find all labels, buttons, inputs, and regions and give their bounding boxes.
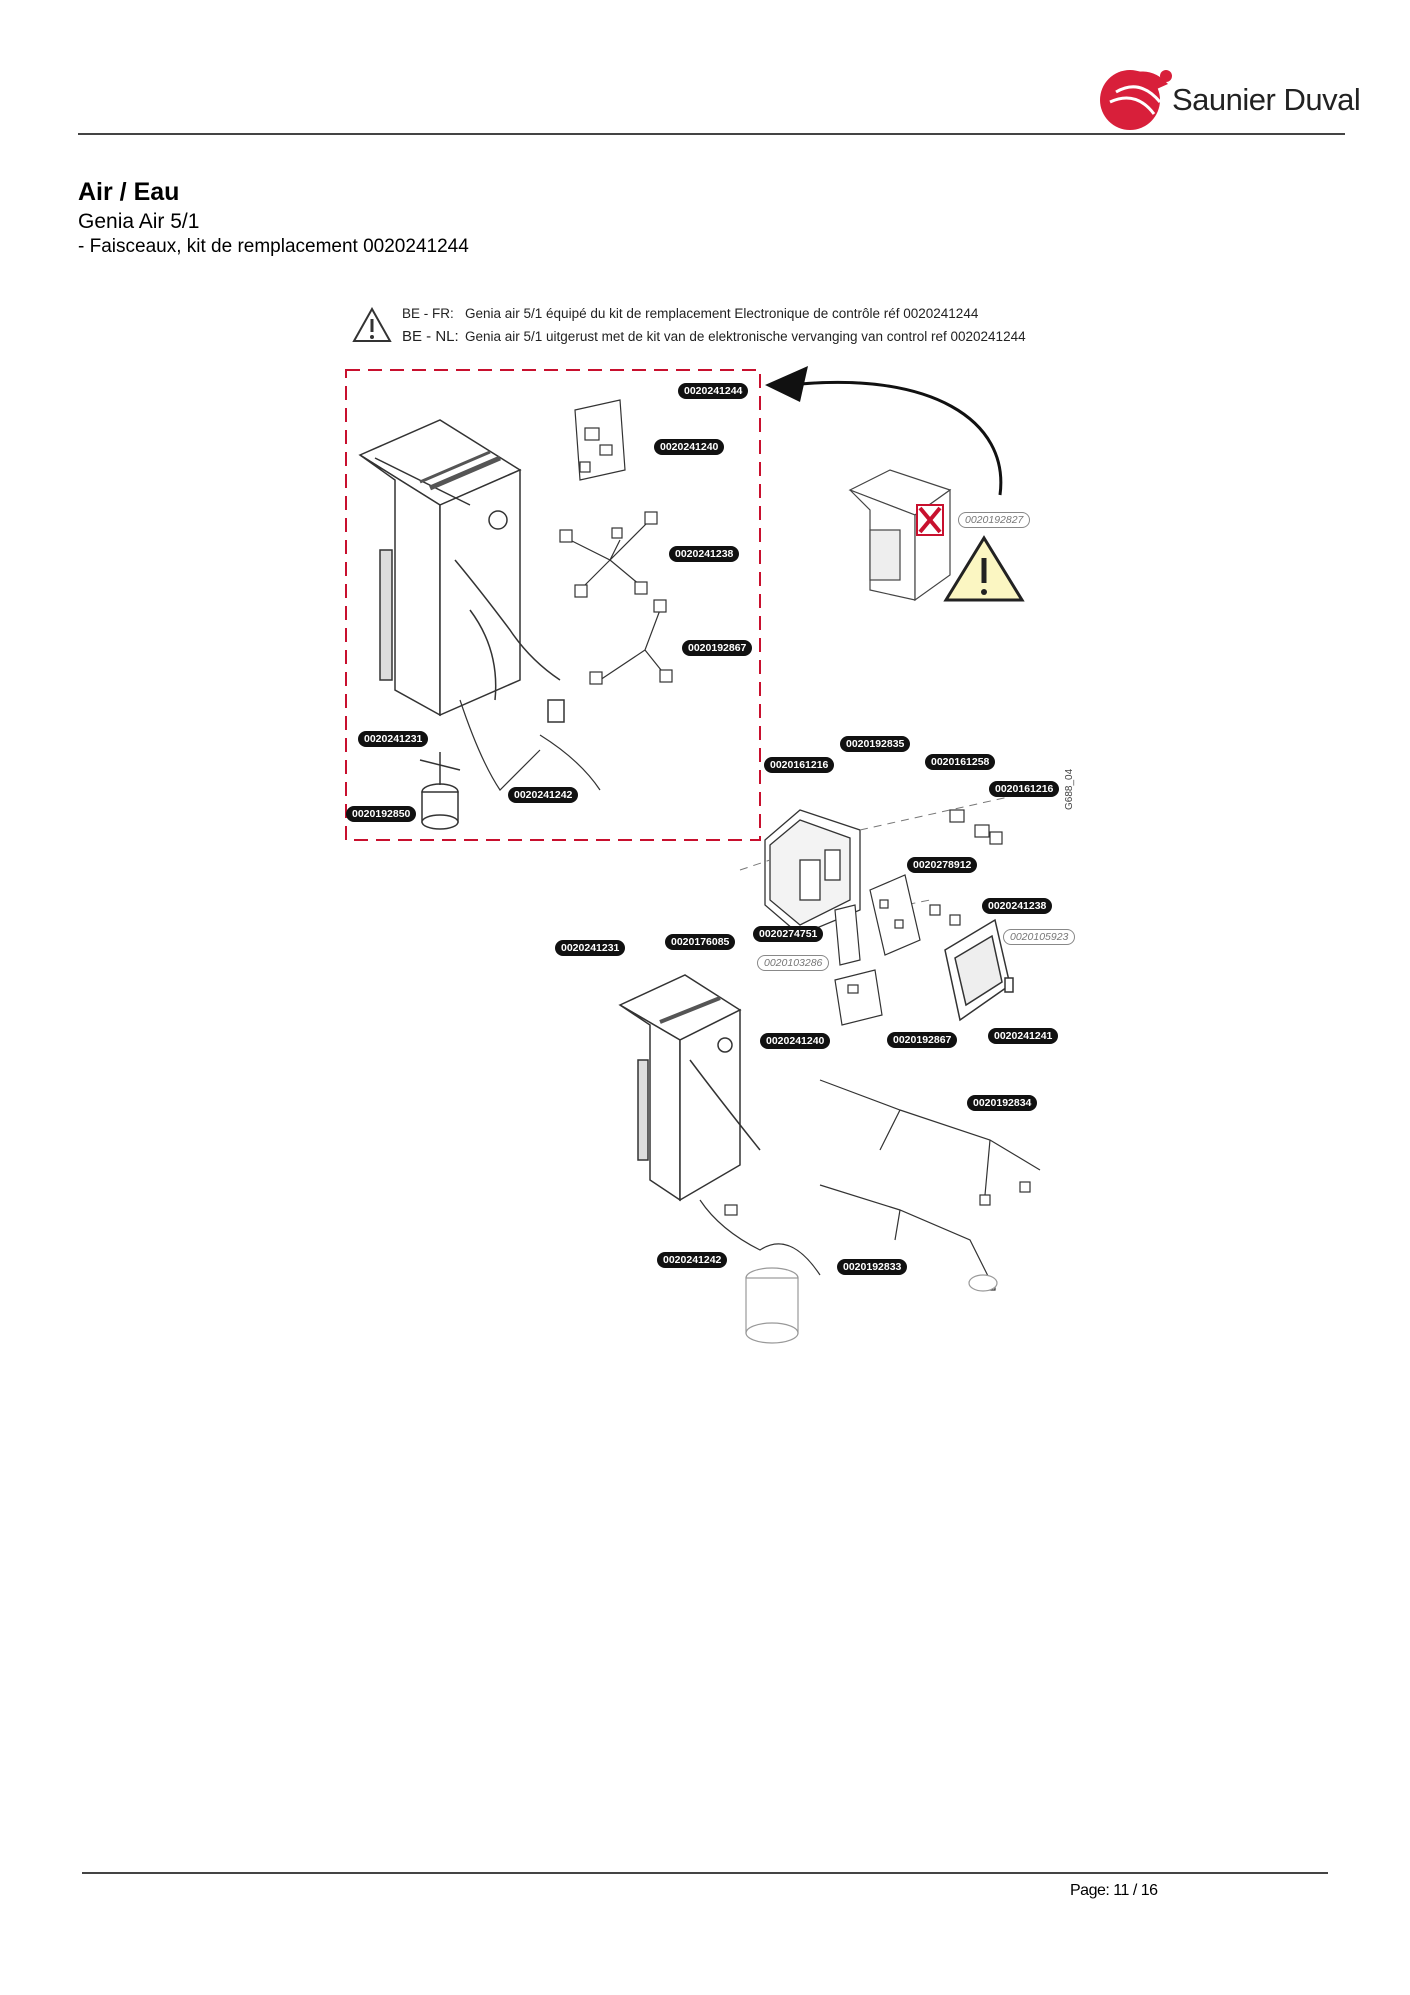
wire-harness-top — [460, 700, 600, 790]
brand-name: Saunier Duval — [1172, 82, 1361, 117]
part-tag: 0020192850 — [346, 806, 416, 822]
part-tag: 0020241240 — [654, 439, 724, 455]
product-name: Genia Air 5/1 — [78, 210, 200, 233]
page-title: Air / Eau — [78, 178, 180, 206]
board-lower — [835, 970, 882, 1025]
board-large — [870, 875, 920, 955]
part-tag: 0020241231 — [358, 731, 428, 747]
part-tag: 0020241238 — [982, 898, 1052, 914]
warning-text-fr: Genia air 5/1 équipé du kit de remplacement Electronique de contrôle réf 0020241244 — [465, 306, 979, 321]
page-number: Page: 11 / 16 — [1070, 1882, 1158, 1899]
obsolete-cross-icon — [917, 505, 943, 535]
part-tag: 0020278912 — [907, 857, 977, 873]
footer-divider — [82, 1872, 1328, 1874]
part-tag: 0020241240 — [760, 1033, 830, 1049]
obsolete-part-tag: 0020192827 — [958, 512, 1030, 528]
part-tag: 0020274751 — [753, 926, 823, 942]
part-tag: 0020192867 — [887, 1032, 957, 1048]
part-tag: 0020176085 — [665, 934, 735, 950]
caution-triangle-icon — [946, 538, 1022, 600]
drawing-reference: G688_04 — [1064, 768, 1075, 810]
capacitor-top — [420, 752, 460, 829]
part-tag: 0020192834 — [967, 1095, 1037, 1111]
part-tag-outline: 0020103286 — [757, 955, 829, 971]
part-tag: 0020241241 — [988, 1028, 1058, 1044]
unit-drawing-top — [360, 420, 564, 722]
part-tag: 0020241242 — [657, 1252, 727, 1268]
part-tag: 0020161216 — [764, 757, 834, 773]
warning-code-fr: BE - FR: — [402, 306, 454, 321]
kit-description: - Faisceaux, kit de remplacement 0020241244 — [78, 236, 469, 257]
unit-drawing-bottom — [620, 975, 760, 1200]
part-tag: 0020192833 — [837, 1259, 907, 1275]
part-tag: 0020241231 — [555, 940, 625, 956]
harness-top-right — [590, 600, 672, 684]
warning-text-nl: Genia air 5/1 uitgerust met de kit van de elektronische vervanging van control ref 0020241244 — [465, 329, 1026, 344]
part-tag: 0020161216 — [989, 781, 1059, 797]
part-tag-outline: 0020105923 — [1003, 929, 1075, 945]
warning-code-nl: BE - NL: — [402, 328, 459, 345]
compressor-ghost — [746, 1268, 997, 1343]
part-tag: 0020161258 — [925, 754, 995, 770]
part-tag: 0020241238 — [669, 546, 739, 562]
part-tag: 0020241244 — [678, 383, 748, 399]
arrow-head-icon — [765, 366, 808, 402]
part-tag: 0020241242 — [508, 787, 578, 803]
harness-top-mid — [560, 512, 657, 597]
part-tag: 0020192867 — [682, 640, 752, 656]
board-small — [835, 905, 860, 965]
control-board-top — [575, 400, 625, 480]
part-tag: 0020192835 — [840, 736, 910, 752]
